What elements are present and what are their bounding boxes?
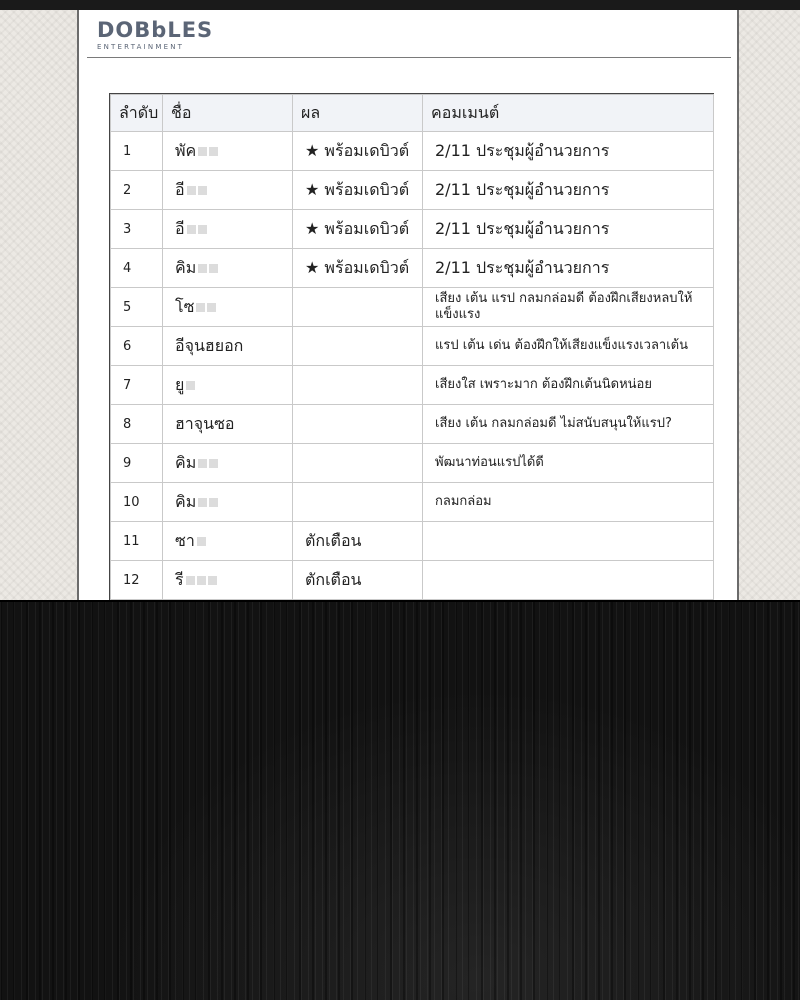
top-edge — [0, 0, 800, 10]
cell-name — [163, 522, 293, 561]
cell-name — [163, 405, 293, 444]
censor-block — [207, 303, 216, 312]
cell-result: ★ พร้อมเดบิวต์ — [293, 210, 423, 249]
table-row — [111, 288, 714, 327]
logo-subtitle: ENTERTAINMENT — [97, 43, 185, 51]
cell-rank: 3 — [111, 210, 163, 249]
cell-name — [163, 132, 293, 171]
cell-result — [293, 327, 423, 366]
cell-comment: เสียง เต้น แรป กลมกล่อมดี ต้องฝึกเสียงหลบให้แข็งแรง — [423, 288, 714, 327]
table-row — [111, 210, 714, 249]
trainee-name: คิม — [175, 491, 197, 511]
cell-result — [293, 444, 423, 483]
cell-comment: แรป เต้น เด่น ต้องฝึกให้เสียงแข็งแรงเวลาเต้น — [423, 327, 714, 366]
document-page — [77, 10, 739, 602]
table-row — [111, 444, 714, 483]
censor-block — [187, 186, 196, 195]
cell-name — [163, 366, 293, 405]
header-divider — [87, 57, 731, 58]
cell-comment: กลมกล่อม — [423, 483, 714, 522]
cell-rank: 7 — [111, 366, 163, 405]
trainee-name: อี — [175, 179, 185, 199]
cell-result — [293, 483, 423, 522]
censor-block — [209, 459, 218, 468]
trainee-name: อี — [175, 218, 185, 238]
trainee-name: คิม — [175, 452, 197, 472]
cell-comment — [423, 561, 714, 600]
censor-block — [187, 225, 196, 234]
censor-block — [198, 459, 207, 468]
cell-rank: 6 — [111, 327, 163, 366]
cell-comment: 2/11 ประชุมผู้อำนวยการ — [423, 210, 714, 249]
censor-block — [198, 186, 207, 195]
trainee-name: อีจุนฮยอก — [175, 335, 244, 355]
table-row — [111, 132, 714, 171]
censor-block — [198, 225, 207, 234]
censor-block — [186, 381, 195, 390]
cell-name — [163, 171, 293, 210]
cell-result: ★ พร้อมเดบิวต์ — [293, 132, 423, 171]
cell-rank: 1 — [111, 132, 163, 171]
cell-rank: 2 — [111, 171, 163, 210]
censor-block — [197, 537, 206, 546]
cell-name — [163, 210, 293, 249]
cell-rank: 8 — [111, 405, 163, 444]
cell-name — [163, 483, 293, 522]
cell-rank: 5 — [111, 288, 163, 327]
cell-name — [163, 444, 293, 483]
cell-name — [163, 288, 293, 327]
censor-block — [197, 576, 206, 585]
censor-block — [208, 576, 217, 585]
table-row — [111, 483, 714, 522]
censor-block — [209, 264, 218, 273]
trainee-name: รี — [175, 569, 184, 589]
cell-name — [163, 249, 293, 288]
cell-rank: 4 — [111, 249, 163, 288]
cell-rank: 12 — [111, 561, 163, 600]
censor-block — [209, 147, 218, 156]
cell-rank: 11 — [111, 522, 163, 561]
cell-rank: 10 — [111, 483, 163, 522]
cell-name — [163, 561, 293, 600]
header-rank: ลำดับ — [111, 95, 163, 132]
trainee-name: ยู — [175, 374, 185, 394]
cell-result — [293, 405, 423, 444]
header-comment: คอมเมนต์ — [423, 95, 714, 132]
table-header-row — [111, 95, 714, 132]
trainee-name: คิม — [175, 257, 197, 277]
cell-result — [293, 288, 423, 327]
censor-block — [186, 576, 195, 585]
cell-comment: เสียงใส เพราะมาก ต้องฝึกเต้นนิดหน่อย — [423, 366, 714, 405]
trainee-name: ซา — [175, 530, 195, 550]
header-name: ชื่อ — [163, 95, 293, 132]
trainee-name: โซ — [175, 296, 195, 316]
censor-block — [198, 498, 207, 507]
table-row — [111, 405, 714, 444]
cell-comment: เสียง เต้น กลมกล่อมดี ไม่สนับสนุนให้แรป? — [423, 405, 714, 444]
censor-block — [209, 498, 218, 507]
censor-block — [198, 264, 207, 273]
table-row — [111, 366, 714, 405]
table-row — [111, 522, 714, 561]
cell-rank: 9 — [111, 444, 163, 483]
cell-result: ★ พร้อมเดบิวต์ — [293, 249, 423, 288]
cell-comment: 2/11 ประชุมผู้อำนวยการ — [423, 171, 714, 210]
cell-result — [293, 366, 423, 405]
cell-result: ตักเตือน — [293, 522, 423, 561]
trainee-name: พัค — [175, 140, 197, 160]
censor-block — [196, 303, 205, 312]
trainee-evaluation-table — [109, 93, 714, 601]
table-row — [111, 327, 714, 366]
cell-comment: 2/11 ประชุมผู้อำนวยการ — [423, 249, 714, 288]
cell-name — [163, 327, 293, 366]
header-result: ผล — [293, 95, 423, 132]
cell-result: ★ พร้อมเดบิวต์ — [293, 171, 423, 210]
cell-comment — [423, 522, 714, 561]
table-row — [111, 249, 714, 288]
table-row — [111, 171, 714, 210]
cell-comment: 2/11 ประชุมผู้อำนวยการ — [423, 132, 714, 171]
censor-block — [198, 147, 207, 156]
trainee-name: ฮาจุนซอ — [175, 413, 235, 433]
table-row — [111, 561, 714, 600]
logo-wordmark: DOBbLES — [97, 18, 214, 42]
cell-comment: พัฒนาท่อนแรปได้ดี — [423, 444, 714, 483]
dark-textured-panel — [0, 602, 800, 1000]
cell-result: ตักเตือน — [293, 561, 423, 600]
company-logo — [97, 18, 213, 52]
